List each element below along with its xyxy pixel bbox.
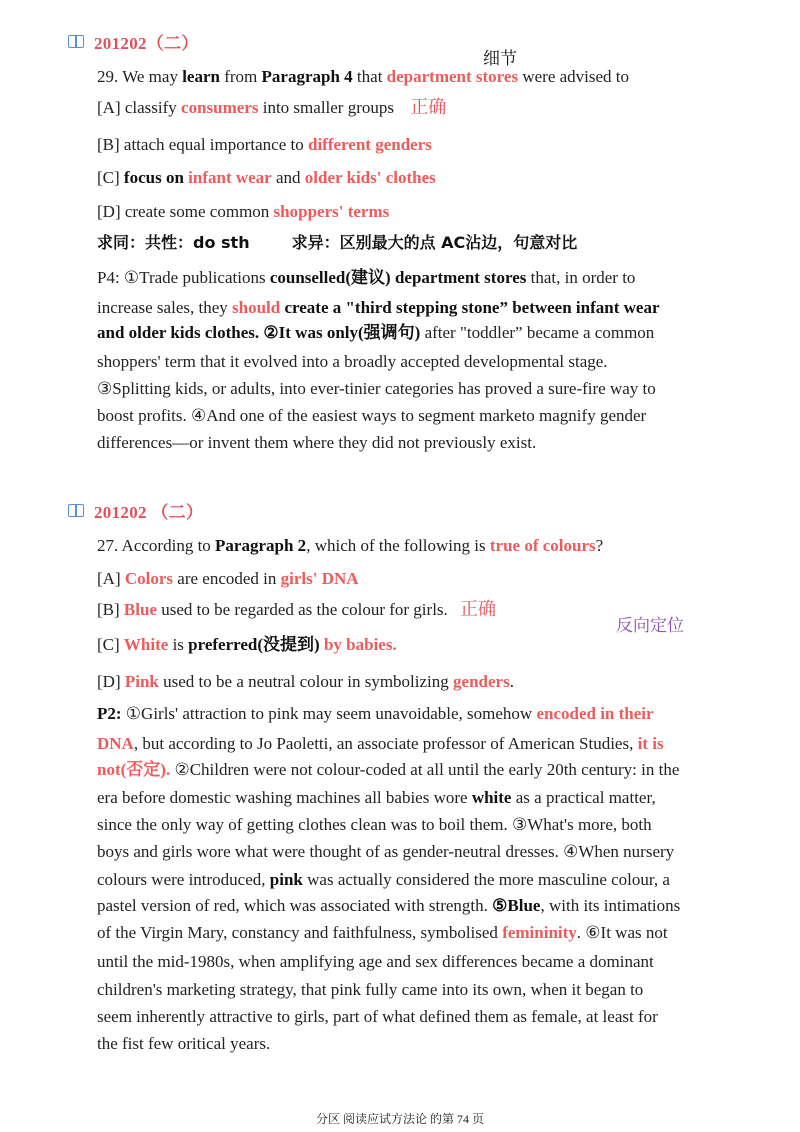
option-d: [D] Pink used to be a neutral colour in symbolizing genders. — [97, 672, 514, 691]
passage-line: increase sales, they should create a "third stepping stone” between infant wear — [97, 298, 660, 317]
option-d: [D] create some common shoppers' terms — [97, 202, 390, 221]
passage-line: children's marketing strategy, that pink fully came into its own, when it began to — [97, 980, 644, 999]
option-a: [A] classify consumers into smaller groups 正确 — [97, 97, 447, 118]
book-icon — [68, 504, 84, 517]
book-icon — [68, 35, 84, 48]
correct-mark: 正确 — [460, 599, 497, 620]
option-b: [B] attach equal importance to different genders — [97, 135, 432, 154]
option-c: [C] focus on infant wear and older kids' clothes — [97, 168, 436, 187]
section-title: 201202（二） — [94, 34, 199, 53]
passage-line: P4: ①Trade publications counselled(建议) department stores that, in order to — [97, 268, 636, 287]
passage-line: ③Splitting kids, or adults, into ever-tinier categories has proved a sure-fire way to — [97, 379, 656, 398]
passage-line: pastel version of red, which was associated with strength. ⑤Blue, with its intimations — [97, 896, 681, 915]
section-title: 201202 （二） — [94, 503, 204, 522]
passage-line: and older kids clothes. ②It was only(强调句) after "toddler” became a common — [97, 323, 655, 342]
section-header — [68, 498, 203, 523]
section-header — [68, 29, 199, 54]
passage-line: the fist few oritical years. — [97, 1034, 271, 1053]
correct-mark: 正确 — [410, 97, 447, 118]
passage-line: seem inherently attractive to girls, part of what defined them as female, at least for — [97, 1007, 658, 1026]
passage-line: colours were introduced, pink was actually considered the more masculine colour, a — [97, 870, 670, 889]
option-b: [B] Blue used to be regarded as the colour for girls. 正确 — [97, 599, 497, 620]
passage-line: DNA, but according to Jo Paoletti, an associate professor of American Studies, it is — [97, 734, 664, 753]
passage-line: boost profits. ④And one of the easiest ways to segment marketo magnify gender — [97, 406, 647, 425]
option-c: [C] White is preferred(没提到) by babies. — [97, 635, 397, 654]
question-29: 29. We may learn from Paragraph 4 that department stores were advised to — [97, 67, 630, 86]
page-footer: 分区 阅读应试方法论 的第 74 页 — [315, 1112, 484, 1126]
passage-line: of the Virgin Mary, constancy and faithfulness, symbolised femininity. ⑥It was not — [97, 923, 668, 942]
margin-note: 细节 — [483, 49, 517, 69]
passage-line: shoppers' term that it evolved into a broadly accepted developmental stage. — [97, 352, 608, 371]
option-a: [A] Colors are encoded in girls' DNA — [97, 569, 359, 588]
passage-line: boys and girls wore what were thought of as gender-neutral dresses. ④When nursery — [97, 842, 675, 861]
passage-line: differences—or invent them where they did not previously exist. — [97, 433, 537, 452]
passage-line: until the mid-1980s, when amplifying age and sex differences became a dominant — [97, 952, 654, 971]
analysis-note: 求同：共性：do sth 求异：区别最大的点 AC沾边，句意对比 — [97, 233, 578, 252]
passage-line: not(否定). ②Children were not colour-coded at all until the early 20th century: in the — [97, 760, 680, 779]
passage-line: P2: ①Girls' attraction to pink may seem unavoidable, somehow encoded in their — [97, 704, 654, 723]
side-note: 反向定位 — [616, 616, 684, 636]
question-27: 27. According to Paragraph 2, which of the following is true of colours? — [97, 536, 604, 555]
passage-line: since the only way of getting clothes clean was to boil them. ③What's more, both — [97, 815, 652, 834]
passage-line: era before domestic washing machines all babies wore white as a practical matter, — [97, 788, 656, 807]
